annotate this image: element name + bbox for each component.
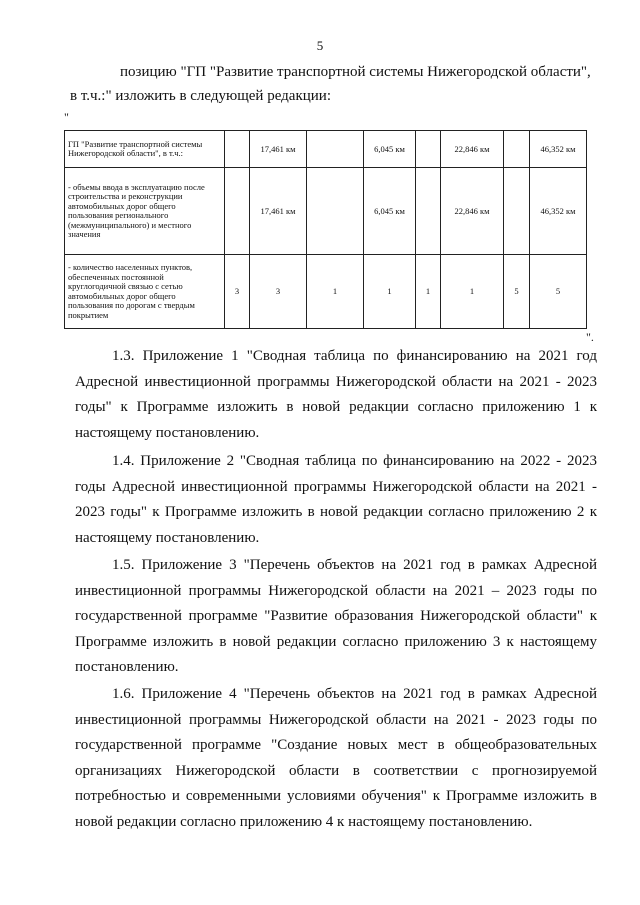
paragraph-text: 1.3. Приложение 1 "Сводная таблица по финансированию на 2021 год Адресной инвестиционной программы Нижегородской области на 2021 - 2023 годы" к Программе изложить в новой редакции согласно приложению 1 к настоящему постановлению. — [75, 348, 597, 441]
table-cell: 22,846 км — [441, 131, 504, 168]
table-cell — [504, 168, 530, 255]
paragraph-1-6 — [75, 682, 597, 835]
table-cell — [504, 131, 530, 168]
table-cell: 17,461 км — [250, 168, 307, 255]
table-cell — [307, 168, 364, 255]
table-cell: 1 — [364, 255, 416, 329]
table-cell: 17,461 км — [250, 131, 307, 168]
table-cell — [225, 168, 250, 255]
row-name-cell: ГП "Развитие транспортной системы Нижегородской области", в т.ч.: — [65, 131, 225, 168]
table-cell: 3 — [225, 255, 250, 329]
table-cell: 3 — [250, 255, 307, 329]
intro-line-1: позицию "ГП "Развитие транспортной системы Нижегородской области", — [120, 64, 591, 80]
table-cell: 46,352 км — [530, 131, 587, 168]
table-cell: 22,846 км — [441, 168, 504, 255]
table-cell: 6,045 км — [364, 131, 416, 168]
table-cell — [416, 131, 441, 168]
paragraph-1-5 — [75, 553, 597, 681]
table-cell: 5 — [504, 255, 530, 329]
table-cell — [225, 131, 250, 168]
paragraph-text: 1.6. Приложение 4 "Перечень объектов на 2021 год в рамках Адресной инвестиционной программы Нижегородской области на 2021 - 2023 годы по государственной программе "Создание новых мест в общеобразовательных организациях Нижегородской области в соответствии с прогнозируемой потребностью и современными условиями обучения" к Программе изложить в новой редакции согласно приложению 4 к настоящему постановлению. — [75, 686, 597, 830]
table-cell: 6,045 км — [364, 168, 416, 255]
table-row — [65, 255, 587, 329]
table-cell — [307, 131, 364, 168]
table-row — [65, 168, 587, 255]
table-cell: 46,352 км — [530, 168, 587, 255]
paragraph-text: 1.4. Приложение 2 "Сводная таблица по финансированию на 2022 - 2023 годы Адресной инвестиционной программы Нижегородской области на 2021 - 2023 годы" к Программе изложить в новой редакции согласно приложению 2 к настоящему постановлению. — [75, 453, 597, 546]
row-name-cell: - объемы ввода в эксплуатацию после строительства и реконструкции автомобильных дорог общего пользования регионального (межмуниципального) и местного значения — [65, 168, 225, 255]
indicators-table — [64, 130, 587, 329]
page-number: 5 — [316, 38, 324, 53]
table-row — [65, 131, 587, 168]
intro-line-2: в т.ч.:" изложить в следующей редакции: — [70, 88, 331, 104]
paragraph-1-4 — [75, 449, 597, 551]
table-cell: 1 — [441, 255, 504, 329]
table-cell: 1 — [416, 255, 441, 329]
paragraph-1-3 — [75, 344, 597, 446]
closing-quote-mark: ". — [586, 330, 594, 344]
opening-quote-mark: " — [64, 110, 69, 124]
table-cell: 1 — [307, 255, 364, 329]
row-name-cell: - количество населенных пунктов, обеспеченных постоянной круглогодичной связью с сетью автомобильных дорог общего пользования по дорогам с твердым покрытием — [65, 255, 225, 329]
table-cell: 5 — [530, 255, 587, 329]
table-cell — [416, 168, 441, 255]
paragraph-text: 1.5. Приложение 3 "Перечень объектов на 2021 год в рамках Адресной инвестиционной программы Нижегородской области на 2021 – 2023 годы по государственной программе "Развитие образования Нижегородской области" к Программе изложить в новой редакции согласно приложению 3 к настоящему постановлению. — [75, 557, 597, 675]
